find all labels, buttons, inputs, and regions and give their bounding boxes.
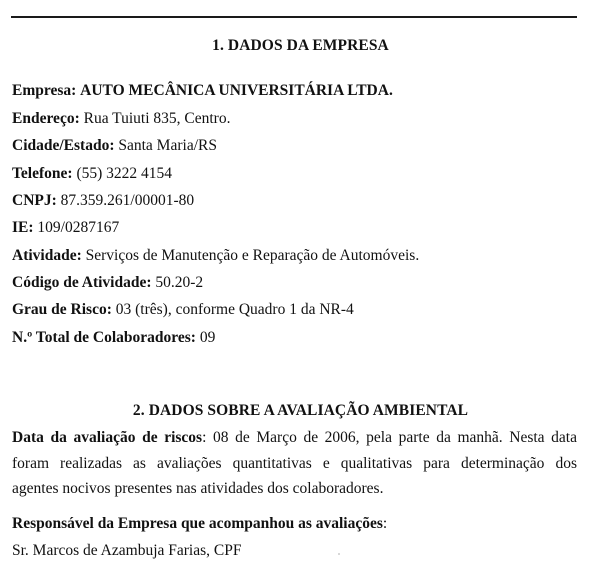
field-label: Telefone: — [12, 165, 73, 182]
responsible-label: Responsável da Empresa que acompanhou as avaliações — [12, 515, 383, 532]
field-label: CNPJ: — [12, 192, 57, 209]
scan-artifact — [338, 553, 340, 555]
section-2-heading: 2. DADOS SOBRE A AVALIAÇÃO AMBIENTAL — [132, 402, 469, 419]
field-cnpj — [12, 192, 194, 210]
field-value: (55) 3222 4154 — [76, 165, 173, 182]
responsible-colon: : — [382, 515, 388, 532]
section-1-heading: 1. DADOS DA EMPRESA — [212, 37, 389, 54]
field-telefone — [12, 165, 172, 183]
field-value: Santa Maria/RS — [118, 137, 217, 154]
field-value: 03 (três), conforme Quadro 1 da NR-4 — [115, 301, 354, 318]
field-ie — [12, 219, 119, 237]
field-label: Atividade: — [12, 247, 82, 264]
field-total-colaboradores — [12, 329, 215, 347]
field-label: N.º Total de Colaboradores: — [12, 329, 196, 346]
field-empresa — [12, 82, 393, 100]
field-label: Grau de Risco: — [12, 301, 112, 318]
evaluation-line-3: agentes nocivos presentes nas atividades dos colaboradores. — [12, 480, 384, 497]
field-label: Empresa: — [12, 82, 77, 99]
field-value: Serviços de Manutenção e Reparação de Automóveis. — [85, 247, 420, 264]
field-endereco — [12, 110, 230, 128]
field-value: Rua Tuiuti 835, Centro. — [83, 110, 231, 127]
field-value: 109/0287167 — [37, 219, 120, 236]
top-horizontal-rule — [11, 16, 577, 18]
evaluation-text: : 08 de Março de 2006, pela parte da manhã. Nesta data — [202, 429, 577, 446]
field-value: 87.359.261/00001-80 — [60, 192, 195, 209]
evaluation-paragraph — [12, 425, 577, 502]
evaluation-line-2: foram realizadas as avaliações quantitativas e qualitativas para determinação dos — [12, 454, 577, 472]
field-value: 50.20-2 — [155, 274, 204, 291]
field-label: IE: — [12, 219, 34, 236]
evaluation-line-1 — [12, 425, 577, 451]
field-codigo-atividade — [12, 274, 203, 292]
field-atividade — [12, 247, 419, 265]
field-grau-risco — [12, 301, 354, 319]
field-label: Código de Atividade: — [12, 274, 152, 291]
evaluation-label: Data da avaliação de riscos — [12, 429, 203, 446]
field-label: Endereço: — [12, 110, 80, 127]
responsible-label-line — [12, 515, 387, 533]
field-value: AUTO MECÂNICA UNIVERSITÁRIA LTDA. — [80, 82, 393, 99]
field-value: 09 — [199, 329, 216, 346]
responsible-name: Sr. Marcos de Azambuja Farias, CPF — [12, 542, 242, 559]
field-cidade-estado — [12, 137, 217, 155]
field-label: Cidade/Estado: — [12, 137, 115, 154]
